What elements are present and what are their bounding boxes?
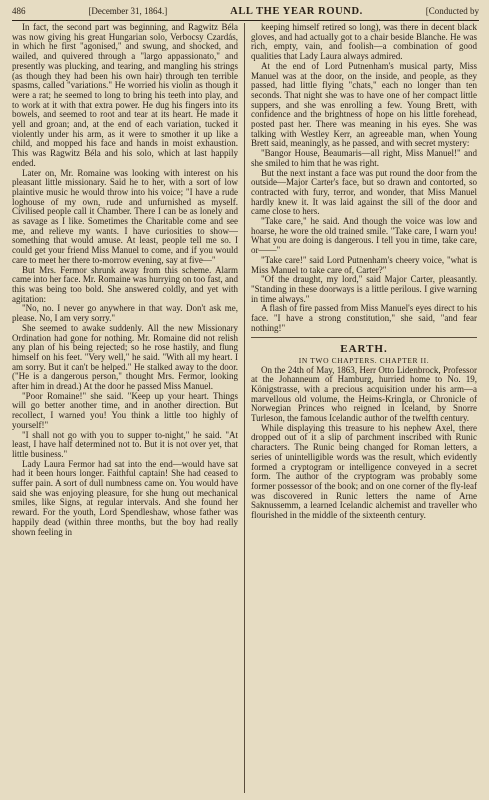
- header-rule: [12, 20, 479, 21]
- paragraph: While displaying this treasure to his nephew Axel, there dropped out of it a slip of parchment inscribed with Runic characters. The Runic being changed for Roman letters, a series of unintelligible words was the result, which evidently formed a cryptogram or intelligence conveyed in a secret form. The author of the cryptogram was probably some former possessor of the book; and on one corner of the fly-leaf was discovered in Runic letters the name of Arne Saknussemm, a learned Icelandic alchemist and traveller who flourished in the middle of the sixteenth century.: [251, 422, 477, 521]
- page-header: [12, 6, 479, 17]
- section-subtitle: IN TWO CHAPTERS. CHAPTER II.: [298, 355, 430, 365]
- journal-title: ALL THE YEAR ROUND.: [230, 6, 363, 17]
- section-title: EARTH.: [340, 342, 388, 355]
- paragraph: "Of the draught, my lord," said Major Carter, pleasantly. "Standing in these doorways is a little perilous. I give warning in time always.": [251, 274, 477, 304]
- paragraph: "Poor Romaine!" she said. "Keep up your heart. Things will go better another time, and in another direction. But recollect, I warned you! You think a little too highly of yourself!": [12, 390, 238, 430]
- paragraph: "No, no. I never go anywhere in that way. Don't ask me, please. No, I am very sorry.": [12, 303, 238, 324]
- paragraph: Later on, Mr. Romaine was looking with interest on his pleasant little missionary. Said he to her, with a sort of low plaintive music he would throw into his voice; "I have a rude loghouse of my own, rude and unfurnished as myself. Civilised people call it Chamber. There I can be as lonely and as savage as I like. Sometimes the Charitable come and see me, and relieve my wants. I have curiosities to show—something that would amuse. At least, people tell me so. I could get your friend Miss Manuel to come, and if you would care to meet her there to-morrow evening, say at five—": [12, 167, 238, 265]
- paragraph: On the 24th of May, 1863, Herr Otto Lidenbrock, Professor at the Johanneum of Hamburg, hurried home to No. 19, Königstrasse, with a precious acquisition under his arm—a marvellous old volume, the Heims-Kringla, or Chronicle of Norwegian Princes who reigned in Iceland, by Snorre Turleson, the famous Icelandic author of the twelfth century.: [251, 364, 477, 424]
- paragraph: She seemed to awake suddenly. All the new Missionary Ordination had gone for nothing. Mr. Romaine did not relish any plan of his being rejected; so he rose hastily, and flung himself on his feet. "Very well," he said. "With all my heart. I am sorry. But it can't be helped." He stalked away to the door. ("He is a dangerous person," thought Mrs. Fermor, looking after him in dread.) At the door he passed Miss Manuel.: [12, 322, 238, 392]
- left-column: [12, 23, 238, 793]
- paragraph: "Take care," he said. And though the voice was low and hoarse, he wore the old trained smile. "Take care, I warn you! What you are doing is dangerous. I tell you in time, take care, or——": [251, 216, 477, 256]
- page-number: 486: [12, 6, 26, 16]
- paragraph: A flash of fire passed from Miss Manuel's eyes direct to his face. "I have a strong constitution," she said, "and fear nothing!": [251, 303, 477, 333]
- paragraph: Lady Laura Fermor had sat into the end—would have sat had it been hours longer. Faithful captain! She had ceased to suffer pain. A sort of dull numbness came on. You would have said she was enjoying pleasure, for she hung out mechanical smiles, like Signs, at regular intervals. And she found her reward. For the youth, Lord Spendleshaw, whose father was happily dead (within three months, but the boy had really shown feeling in: [12, 458, 238, 537]
- paragraph: "I shall not go with you to supper to-night," he said. "At least, I have half determined not to. But it is not over yet, that little business.": [12, 429, 238, 459]
- paragraph: But the next instant a face was put round the door from the outside—Major Carter's face, but so drawn and contorted, so contracted with fury, terror, and wonder, that Miss Manuel hardly knew it. It was laid against the sill of the door and came close to hers.: [251, 167, 477, 217]
- paragraph: "Take care!" said Lord Putnenham's cheery voice, "what is Miss Manuel to take care of, Carter?": [251, 254, 477, 275]
- right-column: [251, 23, 477, 793]
- paragraph: But Mrs. Fermor shrunk away from this scheme. Alarm came into her face. Mr. Romaine was hurrying on too fast, and this was being too bold. She answered coldly, and yet with agitation:: [12, 264, 238, 304]
- paragraph: keeping himself retired so long), was there in decent black gloves, and had actually got to a chair beside Blanche. He was rich, empty, vain, and foolish—a combination of good qualities that Lady Laura always admired.: [251, 23, 477, 62]
- issue-date: [December 31, 1864.]: [88, 6, 168, 16]
- section-rule: [251, 337, 477, 338]
- column-divider: [244, 23, 245, 793]
- text-columns: [12, 23, 479, 793]
- paragraph: In fact, the second part was beginning, and Ragwitz Béla was now giving his great Hungarian solo, Verbocsy Czardás, in which he first "agonised," and swung, and shocked, and wailed, and quivered through a "largo appassionato," and presently was plucking, and tearing, and mangling his strings (as though they had been his own hair) through ten terrible spasms, called "variations." He worried his violin as though it were a rat; he seemed to long to bring his teeth into play, and to work at it with that extra power. He dug his fingers into its bowels, and seemed to root and tear at its heart. He made it yell and groan; and, at the end of each variation, tucked it violently under his arm, as it were to smother it up like a child, and mopped his face and hands in moist exhaustion. This was Ragwitz Béla and his solo, which at last happily ended.: [12, 23, 238, 168]
- conducted-by: [Conducted by: [425, 6, 479, 16]
- paragraph: "Bangor House, Beaumaris—all right, Miss Manuel!" and she smiled to him that he was right.: [251, 148, 477, 168]
- paragraph: At the end of Lord Putnenham's musical party, Miss Manuel was at the door, on the inside, and people, as they passed, had little flying "chats," each no longer than ten seconds. That night she was to have one of her compact little suppers, and she was enrolling a few. Young Brett, with confidence and the brightness of hope on his little forehead, posted past her. There was meaning in his eyes. She was talking with Westley Kerr, an agreeable man, when Young Brett said, meaningly, as he passed, and with secret mystery:: [251, 60, 477, 149]
